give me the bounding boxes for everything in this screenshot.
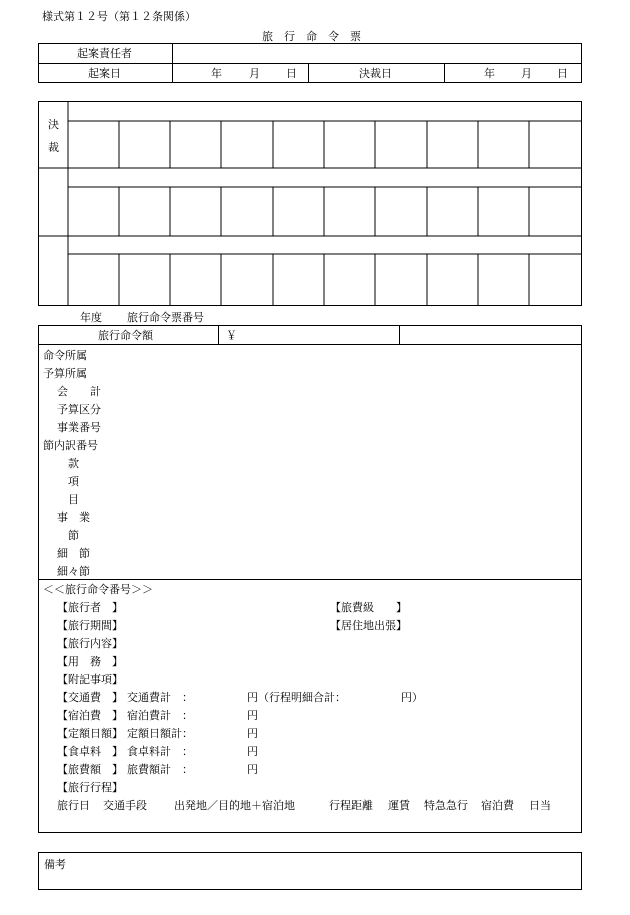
decision-month: 月 [521,67,532,80]
lodging-label: 【宿泊費 】 [57,709,123,722]
transport-total-label: 交通費計 ： [127,691,193,704]
itinerary-col-daily: 日当 [529,799,551,812]
lodging-total-label: 宿泊費計 ： [127,709,193,722]
details-section-header: ＜＜旅行命令番号＞＞ [43,583,153,596]
fixed-daily-total-label: 定額日額計： [127,727,193,740]
budget-item-setsu: 節 [68,529,79,542]
transport-yen-end: 円） [401,691,423,704]
itinerary-col-transport: 交通手段 [103,799,147,812]
decision-year: 年 [484,67,495,80]
currency-symbol: ￥ [226,329,237,342]
itinerary-col-route: 出発地／目的地＋宿泊地 [174,799,295,812]
fixed-daily-yen: 円 [247,727,258,740]
remarks-label: 備考 [44,858,66,871]
fiscal-year-label: 年度 [80,311,102,324]
meal-label: 【食卓料 】 [57,745,123,758]
budget-item-moku: 目 [68,493,79,506]
meal-total-label: 食卓料計 ： [127,745,193,758]
budget-item-sub-sub-setsu: 細々節 [57,565,90,578]
form-title: 旅 行 命 令 票 [262,30,361,43]
decision-day: 日 [557,67,568,80]
itinerary-col-distance: 行程距離 [329,799,373,812]
budget-item-kou: 項 [68,475,79,488]
budget-item-kan: 款 [68,457,79,470]
budget-item-order-dept: 命令所属 [43,349,87,362]
amount-label: 旅行命令額 [98,329,153,342]
budget-item-project: 事 業 [57,511,90,524]
business-label: 【用 務 】 [57,655,123,668]
budget-item-account: 会 計 [57,385,101,398]
fixed-daily-label: 【定額日額】 [57,727,123,740]
period-label: 【旅行期間】 [57,619,123,632]
form-number: 様式第１２号（第１２条関係） [42,10,196,23]
residence-trip-label: 【居住地出張】 [330,619,407,632]
itinerary-label: 【旅行行程】 [57,781,123,794]
itinerary-col-fare: 運賃 [388,799,410,812]
travel-expense-label: 【旅費額 】 [57,763,123,776]
remarks-box [38,852,582,890]
approval-grid-lines [38,101,582,306]
approval-grid [38,101,582,306]
itinerary-col-lodging: 宿泊費 [481,799,514,812]
content-label: 【旅行内容】 [57,637,123,650]
responsible-label: 起案責任者 [77,47,132,60]
expense-grade-label: 【旅費級 】 [330,601,407,614]
draft-year: 年 [211,67,222,80]
travel-expense-total-label: 旅費額計 ： [127,763,193,776]
approval-label-top: 決 [48,118,59,131]
transport-yen: 円（行程明細合計： [247,691,346,704]
transport-label: 【交通費 】 [57,691,123,704]
itinerary-col-date: 旅行日 [57,799,90,812]
meal-yen: 円 [247,745,258,758]
traveler-label: 【旅行者 】 [57,601,123,614]
draft-day: 日 [286,67,297,80]
budget-item-project-number: 事業番号 [57,421,101,434]
budget-item-sub-setsu: 細 節 [57,547,90,560]
draft-month: 月 [249,67,260,80]
budget-item-budget-dept: 予算所属 [43,367,87,380]
travel-expense-yen: 円 [247,763,258,776]
lodging-yen: 円 [247,709,258,722]
budget-item-budget-class: 予算区分 [57,403,101,416]
budget-item-breakdown-number: 節内訳番号 [43,439,98,452]
notes-label: 【附記事項】 [57,673,123,686]
itinerary-col-express: 特急急行 [424,799,468,812]
approval-label-bottom: 裁 [48,141,59,154]
decision-date-label: 決裁日 [359,67,392,80]
order-number-label: 旅行命令票番号 [127,311,204,324]
draft-date-label: 起案日 [88,67,121,80]
